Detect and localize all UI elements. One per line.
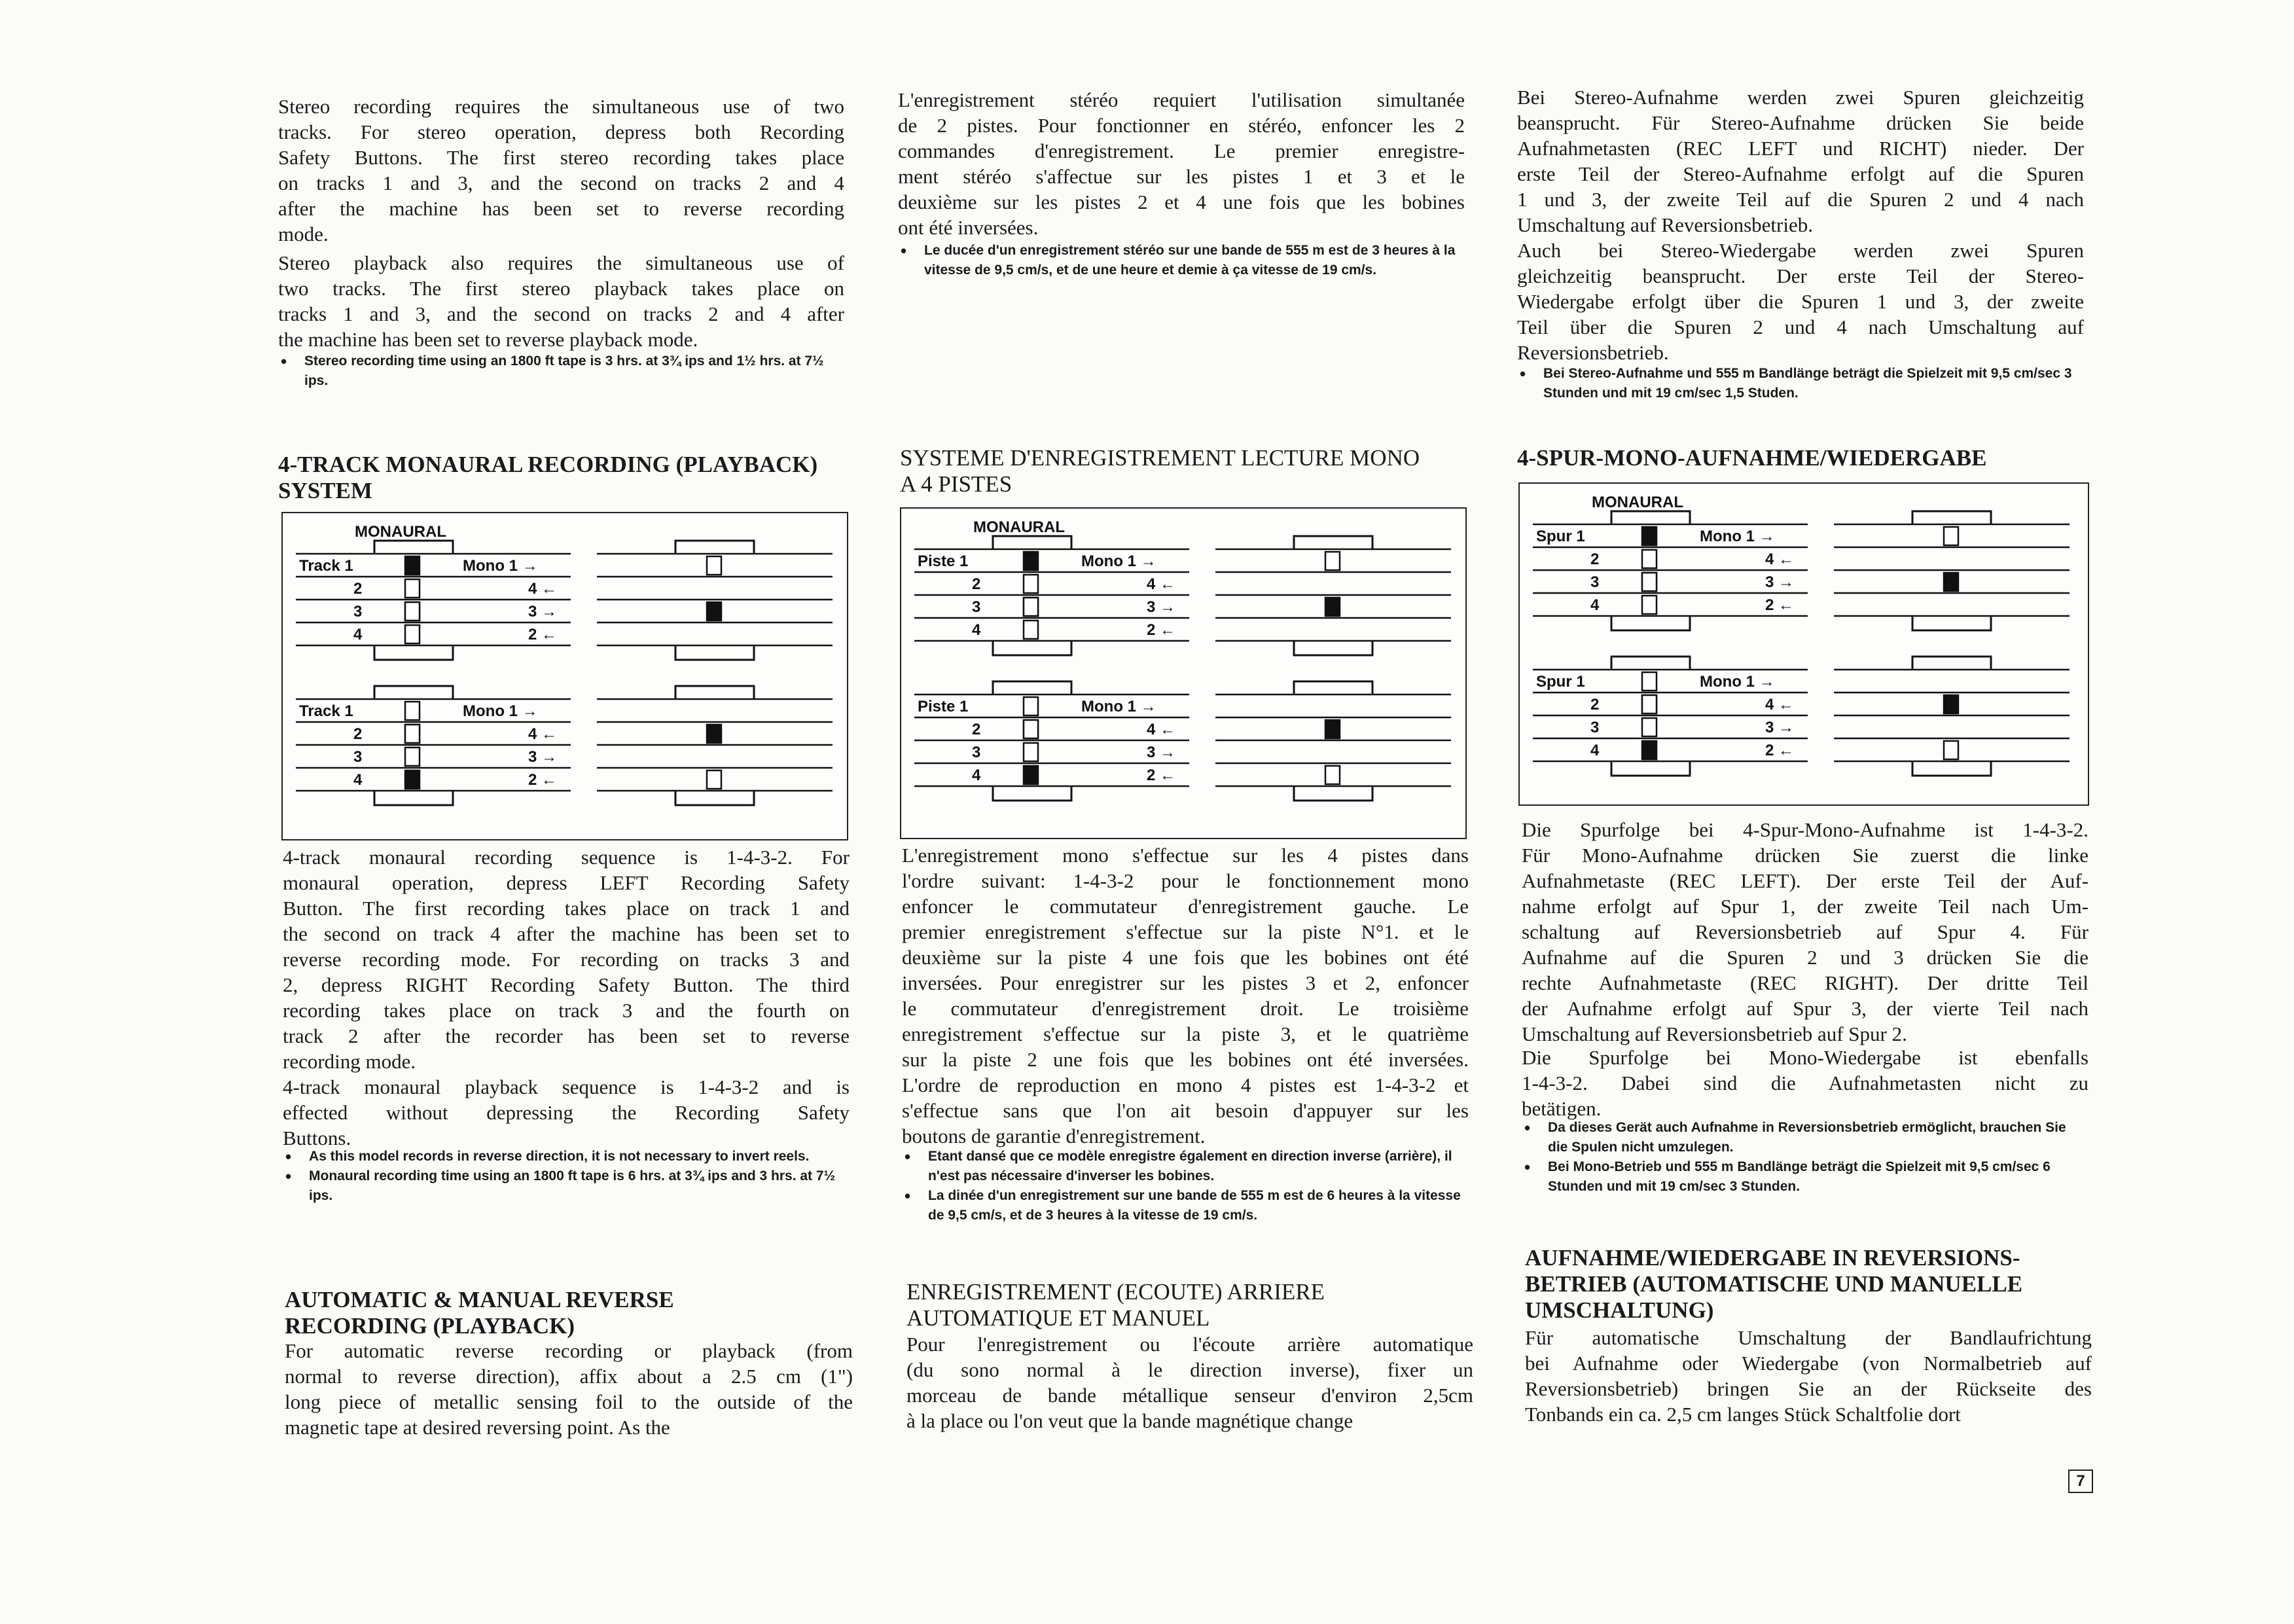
bullet-item: • La dinée d'un enregistrement sur une bande de 555 m est de 6 heures à la vitesse de 9,5 cm/s, et de 3 heures à la vitesse de 19 cm/s. [902,1186,1469,1225]
mono-label: Mono 1 → [1700,673,1775,691]
bullet-item: • Stereo recording time using an 1800 ft tape is 3 hrs. at 3¾ ips and 1½ hrs. at 7½ ips. [278,352,844,391]
direction-label: 4 ← [1147,575,1176,593]
french-heading-reverse [906,1279,1473,1331]
english-mono-paragraph-1 [283,844,850,1074]
german-intro-paragraph-2 [1517,238,2084,365]
text-line: recording takes place on track 3 and the fourth on [283,999,850,1022]
track-diagram-svg [901,509,1465,838]
direction-label: 2 ← [1765,596,1795,614]
text-line: L'enregistrement mono s'effectue sur les 4 pistes dans [902,844,1469,867]
active-head [1024,766,1038,784]
text-line: ont été inversées. [898,216,1039,239]
text-line: Aufnahmetasten (REC LEFT und RICHT) nieder. Der [1517,137,2084,160]
active-head [707,602,721,621]
text-line: le commutateur d'enregistrement droit. Le troisième [902,997,1469,1020]
track-label: Track 1 [299,702,353,720]
track-label: Piste 1 [918,698,969,715]
active-head [1024,552,1038,570]
text-line: Auch bei Stereo-Wiedergabe werden zwei Spuren [1517,239,2084,262]
head-box [1642,718,1657,736]
track-label: 4 [353,771,363,789]
track-label: Spur 1 [1536,528,1585,545]
head-box [1325,766,1340,784]
direction-label: 3 → [1147,598,1176,616]
text-line: tracks 1 and 3, and the second on tracks 2 and 4 after [278,302,844,325]
text-line: long piece of metallic sensing foil to the outside of the [285,1390,853,1413]
direction-label: 3 → [1765,719,1795,736]
text-line: SYSTEM [278,478,372,503]
text-line: RECORDING (PLAYBACK) [285,1313,575,1339]
head-box [1024,743,1038,761]
text-line: 1 und 3, der zweite Teil auf die Spuren 2 und 4 nach [1517,188,2084,211]
text-line: inversées. Pour enregistrer sur les pistes 3 et 2, enfoncer [902,971,1469,994]
text-line: two tracks. The first stereo playback takes place on [278,277,844,300]
direction-label: 2 ← [528,771,558,789]
track-label: 3 [972,598,981,616]
head-bracket-bottom [993,641,1071,655]
head-bracket-top [374,686,453,699]
text-line: 4-track monaural recording sequence is 1-4-3-2. For [283,846,850,869]
active-head [1642,527,1657,545]
mono-label: Mono 1 → [463,557,538,575]
head-box [707,770,721,789]
head-bracket-bottom [675,791,754,805]
direction-label: 3 → [1147,744,1176,761]
active-head [1944,695,1958,713]
text-line: Aufnahme auf die Spuren 2 und 3 drücken Sie die [1522,946,2088,969]
track-label: 4 [353,626,363,643]
text-line: Safety Buttons. The first stereo recording takes place [278,146,844,169]
head-box [1944,741,1958,759]
german-mono-paragraph-2 [1522,1045,2088,1121]
active-head [1642,741,1657,759]
text-line: premier enregistrement s'effectue sur la piste N°1. et le [902,920,1469,943]
text-line: Reversionsbetrieb. [1517,341,1669,364]
head-box [1024,697,1038,715]
text-line: enregistrement s'effectue sur la piste 3, et le quatrième [902,1022,1469,1045]
text-line: mode. [278,223,329,245]
mono-label: Mono 1 → [1700,528,1775,545]
english-intro-bullets [278,352,844,391]
head-box [405,725,420,743]
track-label: 4 [972,621,981,639]
text-line: Stereo recording requires the simultaneous use of two [278,95,844,118]
track-label: 2 [1590,696,1600,713]
head-box [1024,598,1038,616]
direction-label: 4 ← [1765,550,1795,568]
text-line: s'effectue sans que l'on ait besoin d'appuyer sur les [902,1099,1469,1122]
text-line: recording mode. [283,1050,416,1073]
head-bracket-bottom [675,645,754,660]
monaural-title: MONAURAL [973,518,1065,536]
text-line: normal to reverse direction), affix about a 2.5 cm (1") [285,1365,853,1388]
head-bracket-top [1611,511,1690,524]
text-line: l'ordre suivant: 1-4-3-2 pour le fonctionnement mono [902,869,1469,892]
bullet-item: • Bei Stereo-Aufnahme und 555 m Bandlänge beträgt die Spielzeit mit 9,5 cm/sec 3 Stunden und mit 19 cm/sec 1,5 Studen. [1517,364,2084,403]
text-line: 4-track monaural playback sequence is 1-4-3-2 and is [283,1075,850,1098]
track-diagram-svg [1520,484,2088,804]
text-line: Pour l'enregistrement ou l'écoute arrière automatique [906,1333,1473,1356]
text-line: AUTOMATIC & MANUAL REVERSE [285,1287,674,1312]
text-line: Die Spurfolge bei 4-Spur-Mono-Aufnahme ist 1-4-3-2. [1522,818,2088,841]
french-intro-paragraph [898,87,1465,240]
bullet-item: • Monaural recording time using an 1800 ft tape is 6 hrs. at 3¾ ips and 3 hrs. at 7½ ips. [283,1166,850,1206]
text-line: sur la piste 2 une fois que les bobines ont été inversées. [902,1048,1469,1071]
head-bracket-bottom [1611,761,1690,776]
french-mono-bullets [902,1147,1469,1225]
monaural-title: MONAURAL [1592,494,1683,511]
german-mono-bullets [1522,1118,2088,1197]
track-label: 4 [1590,596,1600,614]
text-line: Button. The first recording takes place on track 1 and [283,897,850,920]
bullet-item: • Bei Mono-Betrieb und 555 m Bandlänge beträgt die Spielzeit mit 9,5 cm/sec 6 Stunden und mit 19 cm/sec 3 Stunden. [1522,1157,2088,1197]
direction-label: 4 ← [528,580,558,598]
german-intro-bullets [1517,364,2084,403]
monaural-title: MONAURAL [355,523,446,541]
text-line: 1-4-3-2. Dabei sind die Aufnahmetasten nicht zu [1522,1072,2088,1094]
french-intro-bullets [898,241,1465,280]
french-monaural-diagram [900,507,1467,839]
head-bracket-bottom [1912,616,1991,630]
german-intro-paragraph-1 [1517,84,2084,238]
text-line: BETRIEB (AUTOMATISCHE UND MANUELLE [1525,1271,2023,1297]
head-box [405,748,420,766]
text-line: enfoncer le commutateur d'enregistrement gauche. Le [902,895,1469,918]
text-line: morceau de bande métallique senseur d'environ 2,5cm [906,1384,1473,1407]
head-box [1642,596,1657,614]
text-line: AUFNAHME/WIEDERGABE IN REVERSIONS- [1525,1245,2020,1271]
track-label: 2 [972,721,981,738]
text-line: ENREGISTREMENT (ECOUTE) ARRIERE [906,1279,1325,1305]
head-box [1642,550,1657,568]
english-monaural-diagram [281,512,848,840]
text-line: deuxième sur la piste 4 une fois que les bobines ont été [902,946,1469,969]
english-heading-mono [278,452,854,504]
english-heading-reverse [285,1287,851,1339]
head-bracket-top [993,681,1071,695]
mono-label: Mono 1 → [1081,552,1156,570]
text-line: Stereo playback also requires the simultaneous use of [278,251,844,274]
text-line: magnetic tape at desired reversing point. As the [285,1416,670,1439]
text-line: the machine has been set to reverse playback mode. [278,328,698,351]
direction-label: 3 → [528,748,558,766]
head-box [1944,527,1958,545]
mono-label: Mono 1 → [463,702,538,720]
german-mono-paragraph-1 [1522,817,2088,1047]
text-line: For automatic reverse recording or playback (from [285,1339,853,1362]
bullet-item: • As this model records in reverse direction, it is not necessary to invert reels. [283,1147,850,1166]
direction-label: 3 → [528,603,558,621]
head-box [405,625,420,643]
head-bracket-top [1611,657,1690,670]
head-bracket-top [675,541,754,554]
text-line: boutons de garantie d'enregistrement. [902,1125,1206,1147]
text-line: Umschaltung auf Reversionsbetrieb. [1517,213,1813,236]
text-line: deuxième sur les pistes 2 et 4 une fois que les bobines [898,190,1465,213]
direction-label: 2 ← [1147,767,1176,784]
track-label: 2 [1590,550,1600,568]
text-line: AUTOMATIQUE ET MANUEL [906,1305,1210,1331]
text-line: Tonbands ein ca. 2,5 cm langes Stück Schaltfolie dort [1525,1403,1961,1426]
head-bracket-top [675,686,754,699]
text-line: tracks. For stereo operation, depress both Recording [278,120,844,143]
text-line: Die Spurfolge bei Mono-Wiedergabe ist ebenfalls [1522,1046,2088,1069]
active-head [405,770,420,789]
french-mono-paragraph [902,842,1469,1149]
head-box [1024,720,1038,738]
french-heading-mono [900,445,1467,497]
head-bracket-top [993,536,1071,549]
text-line: Reversionsbetrieb) bringen Sie an der Rückseite des [1525,1377,2092,1400]
direction-label: 3 → [1765,573,1795,591]
mono-label: Mono 1 → [1081,698,1156,715]
head-box [707,556,721,575]
english-mono-bullets [283,1147,850,1206]
track-label: 3 [972,744,981,761]
bullet-item: • Da dieses Gerät auch Aufnahme in Reversionsbetrieb ermöglicht, brauchen Sie die Spulen nicht umzulegen. [1522,1118,2088,1157]
head-bracket-top [1912,511,1991,524]
text-line: erste Teil der Stereo-Aufnahme erfolgt auf die Spuren [1517,162,2084,185]
text-line: de 2 pistes. Pour fonctionner en stéréo, enfoncer les 2 [898,114,1465,137]
track-label: Track 1 [299,557,353,575]
page-number: 7 [2068,1470,2093,1493]
track-label: 2 [353,580,363,598]
text-line: betätigen. [1522,1097,1602,1120]
track-label: 3 [353,603,363,621]
text-line: A 4 PISTES [900,471,1013,497]
track-label: Piste 1 [918,552,969,570]
text-line: beansprucht. Für Stereo-Aufnahme drücken Sie beide [1517,111,2084,134]
track-diagram-svg [283,513,847,839]
french-reverse-paragraph [906,1331,1473,1434]
head-bracket-top [1294,681,1372,695]
german-heading-reverse [1525,1245,2092,1324]
direction-label: 4 ← [1765,696,1795,713]
text-line: on tracks 1 and 3, and the second on tracks 2 and 4 [278,171,844,194]
text-line: Buttons. [283,1127,351,1149]
head-bracket-top [374,541,453,554]
text-line: Teil über die Spuren 2 und 4 nach Umschaltung auf [1517,316,2084,338]
head-bracket-bottom [1912,761,1991,776]
text-line: schaltung auf Reversionsbetrieb auf Spur 4. Für [1522,920,2088,943]
track-label: 2 [972,575,981,593]
text-line: bei Aufnahme oder Wiedergabe (von Normalbetrieb auf [1525,1352,2092,1375]
direction-label: 2 ← [528,626,558,643]
text-line: L'ordre de reproduction en mono 4 pistes est 1-4-3-2 et [902,1074,1469,1096]
text-line: Bei Stereo-Aufnahme werden zwei Spuren gleichzeitig [1517,86,2084,109]
active-head [1325,598,1340,616]
head-bracket-bottom [993,786,1071,801]
text-line: SYSTEME D'ENREGISTREMENT LECTURE MONO [900,445,1420,471]
text-line: à la place ou l'on veut que la bande magnétique change [906,1409,1353,1432]
english-mono-paragraph-2 [283,1074,850,1151]
english-intro-paragraph-2 [278,250,844,352]
head-bracket-bottom [374,791,453,805]
text-line: Aufnahmetaste (REC LEFT). Der erste Teil der Auf- [1522,869,2088,892]
head-box [1325,552,1340,570]
head-bracket-bottom [374,645,453,660]
head-box [1642,695,1657,713]
head-bracket-top [1912,657,1991,670]
head-bracket-bottom [1294,641,1372,655]
direction-label: 2 ← [1765,742,1795,759]
text-line: L'enregistrement stéréo requiert l'utilisation simultanée [898,88,1465,111]
head-box [1642,573,1657,591]
text-line: Für Mono-Aufnahme drücken Sie zuerst die linke [1522,844,2088,867]
text-line: der Aufnahme erfolgt auf Spur 3, der vierte Teil nach [1522,997,2088,1020]
text-line: gleichzeitig beansprucht. Der erste Teil der Stereo- [1517,264,2084,287]
direction-label: 2 ← [1147,621,1176,639]
track-label: Spur 1 [1536,673,1585,691]
track-label: 3 [1590,573,1600,591]
active-head [405,556,420,575]
german-monaural-diagram [1518,482,2089,806]
text-line: Wiedergabe erfolgt über die Spuren 1 und 3, der zweite [1517,290,2084,313]
bullet-item: • Le ducée d'un enregistrement stéréo sur une bande de 555 m est de 3 heures à la vitesse de 9,5 cm/s, et de une heure et demie à ça vitesse de 19 cm/s. [898,241,1465,280]
head-box [405,579,420,598]
text-line: ment stéréo s'affectue sur les pistes 1 et 3 et le [898,165,1465,188]
text-line: reverse recording mode. For recording on tracks 3 and [283,948,850,971]
active-head [707,725,721,743]
track-label: 3 [353,748,363,766]
english-intro-paragraph-1 [278,94,844,247]
text-line: monaural operation, depress LEFT Recording Safety [283,871,850,894]
text-line: track 2 after the recorder has been set to reverse [283,1024,850,1047]
track-label: 4 [1590,742,1600,759]
head-bracket-bottom [1611,616,1690,630]
text-line: nahme erfolgt auf Spur 1, der zweite Teil nach Um- [1522,895,2088,918]
head-bracket-top [1294,536,1372,549]
text-line: rechte Aufnahmetaste (REC RIGHT). Der dritte Teil [1522,971,2088,994]
german-heading-mono [1517,445,2084,471]
text-line: the second on track 4 after the machine has been set to [283,922,850,945]
text-line: Umschaltung auf Reversionsbetrieb auf Spur 2. [1522,1022,1907,1045]
text-line: 4-SPUR-MONO-AUFNAHME/WIEDERGABE [1517,445,1987,471]
head-box [405,602,420,621]
track-label: 4 [972,767,981,784]
text-line: 4-TRACK MONAURAL RECORDING (PLAYBACK) [278,452,818,477]
text-line: commandes d'enregistrement. Le premier enregistre- [898,139,1465,162]
track-label: 2 [353,725,363,743]
text-line: Für automatische Umschaltung der Bandlaufrichtung [1525,1326,2092,1349]
track-label: 3 [1590,719,1600,736]
head-box [1642,672,1657,691]
direction-label: 4 ← [528,725,558,743]
text-line: 2, depress RIGHT Recording Safety Button. The third [283,973,850,996]
head-bracket-bottom [1294,786,1372,801]
direction-label: 4 ← [1147,721,1176,738]
head-box [1024,575,1038,593]
text-line: (du sono normal à le direction inverse), fixer un [906,1358,1473,1381]
bullet-item: • Etant dansé que ce modèle enregistre également en direction inverse (arrière), il n'est pas nécessaire d'inverser les bobines. [902,1147,1469,1186]
active-head [1944,573,1958,591]
text-line: UMSCHALTUNG) [1525,1297,1714,1323]
head-box [405,702,420,720]
english-reverse-paragraph [285,1338,853,1440]
head-box [1024,621,1038,639]
text-line: after the machine has been set to reverse recording [278,197,844,220]
text-line: effected without depressing the Recording Safety [283,1101,850,1124]
active-head [1325,720,1340,738]
german-reverse-paragraph [1525,1325,2092,1427]
